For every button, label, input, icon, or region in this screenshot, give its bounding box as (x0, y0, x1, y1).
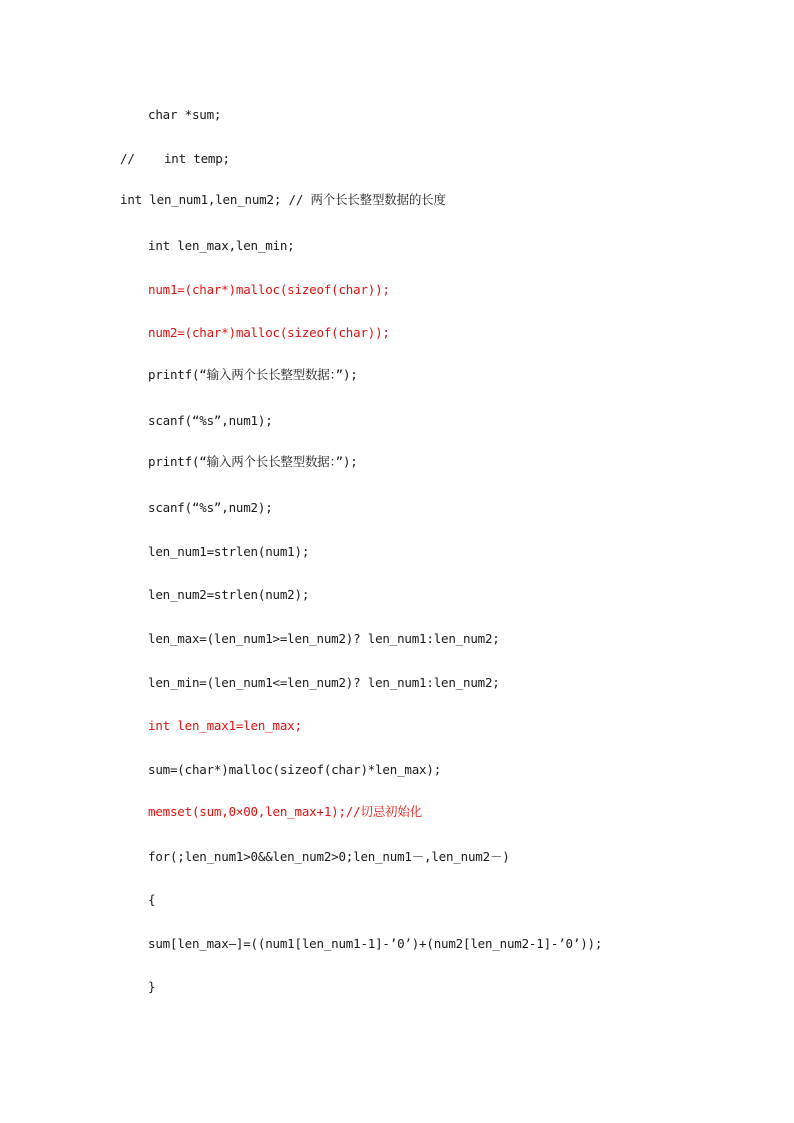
code-line: num1=(char*)malloc(sizeof(char)); (148, 282, 390, 297)
code-line: printf(“输入两个长长整型数据：”); (148, 454, 358, 469)
code-line: len_min=(len_num1<=len_num2)? len_num1:len_num2; (148, 675, 500, 690)
code-line: sum=(char*)malloc(sizeof(char)*len_max); (148, 762, 442, 777)
code-line: char *sum; (148, 107, 222, 122)
code-line: scanf(“%s”,num2); (148, 500, 273, 515)
code-line: for(;len_num1>0&&len_num2>0;len_num1－,len_num2－) (148, 849, 510, 864)
code-line: int len_max1=len_max; (148, 718, 302, 733)
code-line: len_max=(len_num1>=len_num2)? len_num1:len_num2; (148, 631, 500, 646)
code-line: len_num2=strlen(num2); (148, 587, 310, 602)
code-line: // int temp; (120, 151, 230, 166)
code-line: int len_max,len_min; (148, 238, 295, 253)
code-line: printf(“输入两个长长整型数据：”); (148, 367, 358, 382)
code-line: num2=(char*)malloc(sizeof(char)); (148, 325, 390, 340)
code-line: int len_num1,len_num2; // 两个长长整型数据的长度 (120, 192, 446, 207)
code-line: memset(sum,0×00,len_max+1);//切忌初始化 (148, 804, 422, 819)
code-line: } (148, 979, 156, 994)
code-line: len_num1=strlen(num1); (148, 544, 310, 559)
code-line: sum[len_max—]=((num1[len_num1-1]-’0’)+(num2[len_num2-1]-’0’)); (148, 936, 603, 951)
code-line: { (148, 892, 156, 907)
code-line: scanf(“%s”,num1); (148, 413, 273, 428)
